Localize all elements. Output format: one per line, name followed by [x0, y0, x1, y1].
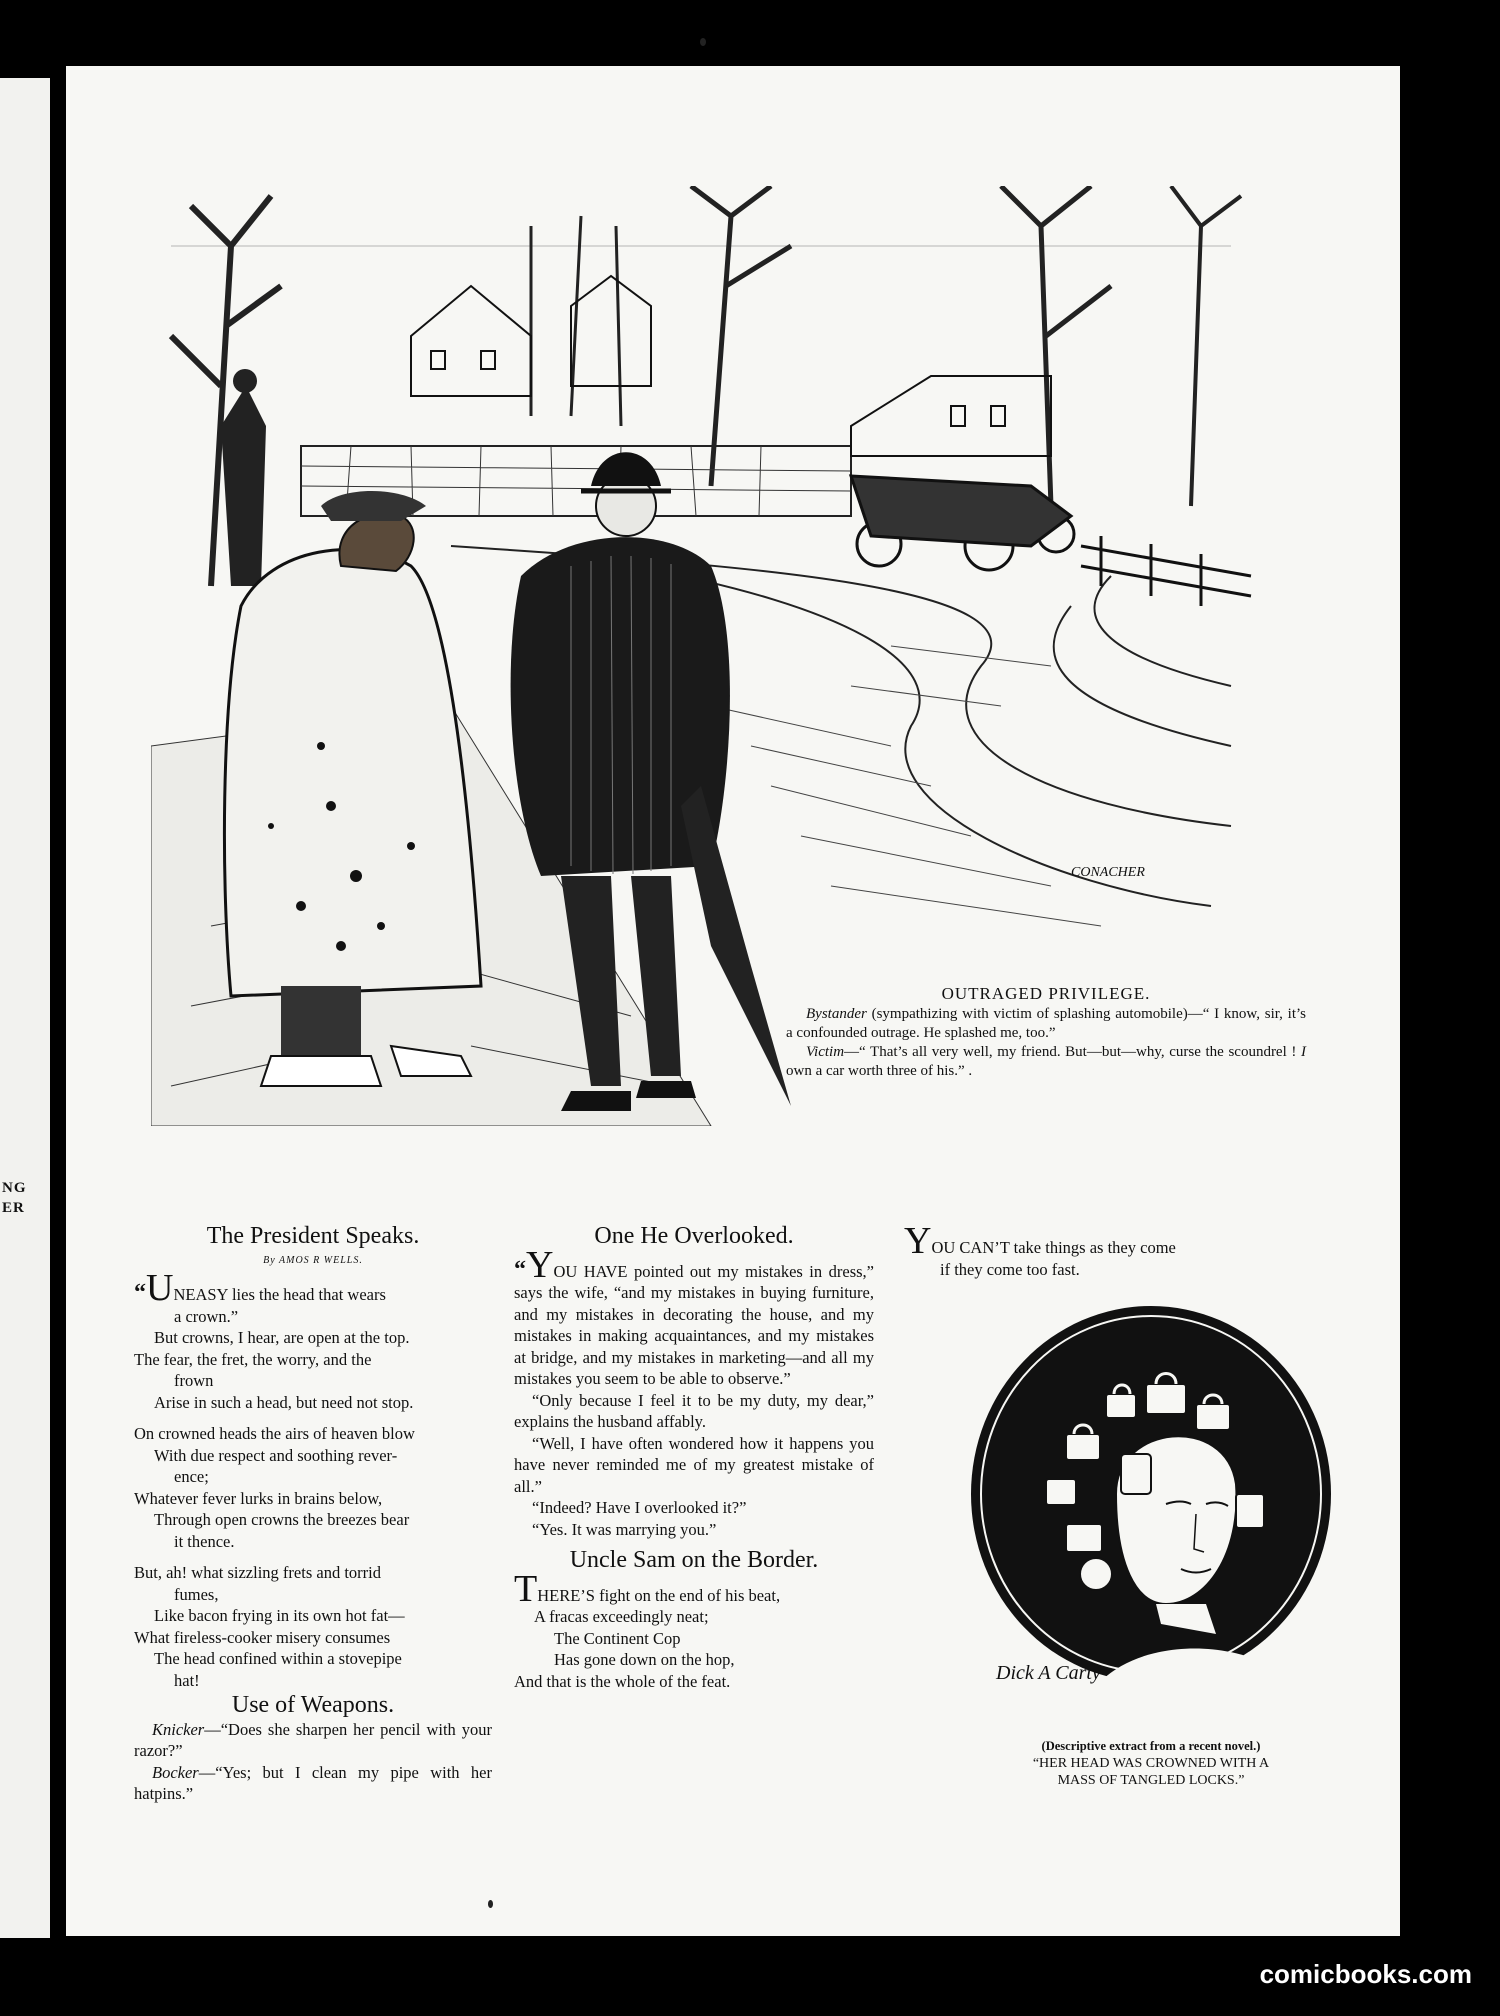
cartoon-caption	[786, 984, 1306, 1081]
column-right	[904, 1220, 1344, 1280]
scan-speck	[700, 38, 706, 46]
victim-text-a: —“ That’s all very well, my friend. But—but—why, curse the scoundrel !	[844, 1044, 1301, 1060]
poem-line: Arise in such a head, but need not stop.	[154, 1392, 414, 1412]
weapons-text	[134, 1719, 492, 1805]
overlooked-text	[514, 1243, 874, 1541]
poem-line: Whatever fever lurks in brains below,	[134, 1488, 383, 1508]
overlooked-paragraph: “Only because I feel it to be my duty, my dear,” explains the husband affably.	[514, 1390, 874, 1431]
bystander-text: (sympathizing with victim of splashing automobile)—“ I know, sir, it’s a confounded outrage. He splashed me, too.”	[786, 1006, 1306, 1041]
scan-speck	[488, 1900, 493, 1908]
uncle-sam-poem	[514, 1567, 874, 1693]
poem-line: The fear, the fret, the worry, and the	[134, 1349, 372, 1369]
poem-line: ence;	[174, 1467, 209, 1486]
watermark: comicbooks.com	[1259, 1959, 1472, 1989]
too-fast-dropcap: Y	[904, 1220, 932, 1262]
cartoon-title: OUTRAGED PRIVILEGE.	[941, 984, 1151, 1003]
victim-label: Victim	[806, 1044, 845, 1060]
left-page-fragment-1: NG	[2, 1180, 27, 1196]
poem-line: Like bacon frying in its own hot fat—	[154, 1606, 405, 1625]
poem-line: The Continent Cop	[554, 1628, 681, 1648]
locks-caption-line: “HER HEAD WAS CROWNED WITH A	[1032, 1756, 1270, 1771]
cartoon-signature: CONACHER	[1071, 865, 1145, 880]
president-title: The President Speaks.	[206, 1223, 420, 1249]
victim-text-b: own a car worth three of his.” .	[786, 1063, 973, 1079]
poem-line: With due respect and soothing rever-	[154, 1445, 398, 1465]
poem-line: a crown.”	[174, 1306, 239, 1326]
overlooked-paragraph: OU HAVE pointed out my mistakes in dress,” says the wife, “and my mistakes in buying furniture, and my mistakes in decorating the house, and my mistakes in making acquaintances, and my mistakes at bridge, and my mistakes in marketing—and all my mistakes you seem to be able to observe.”	[514, 1261, 874, 1388]
too-fast-line: if they come too fast.	[940, 1259, 1080, 1279]
poem-line: it thence.	[174, 1531, 235, 1551]
poem-line: frown	[174, 1371, 214, 1390]
tangled-locks-illustration	[966, 1304, 1336, 1724]
poem-line: Has gone down on the hop,	[554, 1650, 735, 1669]
column-middle	[514, 1223, 874, 1692]
locks-subcaption: (Descriptive extract from a recent novel.)	[1041, 1739, 1261, 1753]
president-dropcap: U	[146, 1267, 174, 1309]
overlooked-dropcap: Y	[526, 1243, 554, 1286]
overlooked-paragraph: “Yes. It was marrying you.”	[532, 1519, 717, 1539]
knicker-label: Knicker	[152, 1719, 205, 1739]
column-left	[134, 1223, 492, 1805]
magazine-page	[66, 66, 1400, 1936]
poem-line: A fracas exceedingly neat;	[534, 1607, 709, 1626]
locks-caption	[956, 1738, 1346, 1789]
overlooked-open-quote: “	[514, 1256, 526, 1283]
poem-line: fumes,	[174, 1584, 219, 1604]
president-open-quote: “	[134, 1280, 146, 1306]
poem-line: What fireless-cooker misery consumes	[134, 1627, 391, 1647]
president-poem	[134, 1267, 492, 1691]
cartoon-line-bystander	[786, 1005, 1306, 1043]
poem-line: hat!	[174, 1670, 200, 1690]
overlooked-title: One He Overlooked.	[594, 1223, 794, 1249]
bocker-line: —“Yes; but I clean my pipe with her hatpins.”	[134, 1762, 492, 1803]
too-fast-line: OU CAN’T take things as they come	[931, 1238, 1176, 1257]
poem-line: On crowned heads the airs of heaven blow	[134, 1424, 415, 1443]
locks-signature: Dick A Carty	[996, 1662, 1101, 1684]
knicker-line: —“Does she sharpen her pencil with your razor?”	[134, 1719, 492, 1760]
left-page-fragment-2: ER	[2, 1200, 25, 1216]
overlooked-paragraph: “Well, I have often wondered how it happens you have never reminded me of my greatest mistake of all.”	[514, 1433, 874, 1496]
overlooked-paragraph: “Indeed? Have I overlooked it?”	[532, 1498, 747, 1517]
poem-line: Through open crowns the breezes bear	[154, 1510, 410, 1529]
poem-line: But crowns, I hear, are open at the top.	[154, 1328, 410, 1347]
uncle-sam-title: Uncle Sam on the Border.	[569, 1547, 819, 1573]
weapons-title: Use of Weapons.	[231, 1692, 395, 1718]
poem-line: NEASY lies the head that wears	[173, 1285, 386, 1304]
poem-line: And that is the whole of the feat.	[514, 1671, 731, 1691]
poem-line: But, ah! what sizzling frets and torrid	[134, 1563, 381, 1582]
bystander-label: Bystander	[806, 1006, 867, 1022]
poem-line: HERE’S fight on the end of his beat,	[537, 1585, 781, 1605]
victim-emphasis: I	[1301, 1044, 1306, 1060]
bocker-label: Bocker	[152, 1762, 199, 1782]
cartoon-line-victim	[786, 1043, 1306, 1081]
too-fast-text	[904, 1220, 1344, 1262]
left-page-edge	[0, 78, 50, 1938]
poem-line: The head confined within a stovepipe	[154, 1649, 402, 1668]
locks-caption-line: MASS OF TANGLED LOCKS.”	[1057, 1773, 1245, 1788]
uncle-sam-dropcap: T	[514, 1567, 538, 1610]
president-byline: By AMOS R WELLS.	[263, 1254, 363, 1266]
